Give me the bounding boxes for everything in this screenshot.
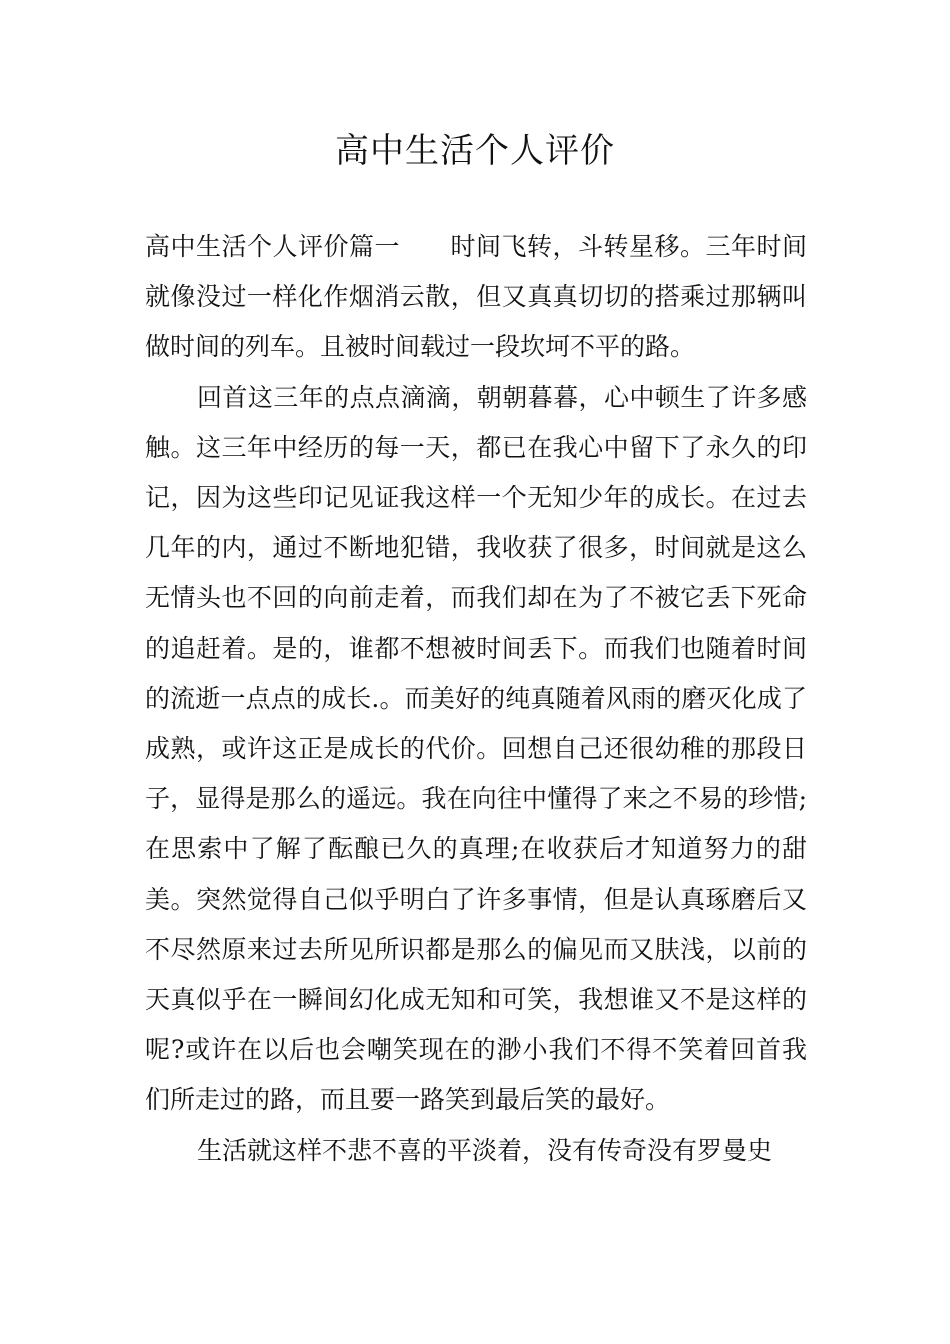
paragraph-3: 生活就这样不悲不喜的平淡着，没有传奇没有罗曼史	[197, 1135, 773, 1165]
paragraph-1-text: 时间飞转，斗转星移。三年时间就像没过一样化作烟消云散，但又真真切切的搭乘过那辆叫做时间的列车。且被时间载过一段坎坷不平的路。	[145, 232, 807, 362]
document-body	[145, 222, 807, 1176]
paragraph-1	[145, 222, 807, 373]
section-heading: 高中生活个人评价篇一	[145, 232, 400, 261]
document-title: 高中生活个人评价	[335, 131, 615, 171]
paragraph-2: 回首这三年的点点滴滴，朝朝暮暮，心中顿生了许多感触。这三年中经历的每一天，都已在我心中留下了永久的印记，因为这些印记见证我这样一个无知少年的成长。在过去几年的内，通过不断地犯错，我收获了很多，时间就是这么无情头也不回的向前走着，而我们却在为了不被它丢下死命的追赶着。是的，谁都不想被时间丢下。而我们也随着时间的流逝一点点的成长.。而美好的纯真随着风雨的磨灭化成了成熟，或许这正是成长的代价。回想自己还很幼稚的那段日子，显得是那么的遥远。我在向往中懂得了来之不易的珍惜;在思索中了解了酝酿已久的真理;在收获后才知道努力的甜美。突然觉得自己似乎明白了许多事情，但是认真琢磨后又不尽然原来过去所见所识都是那么的偏见而又肤浅，以前的天真似乎在一瞬间幻化成无知和可笑，我想谁又不是这样的呢?或许在以后也会嘲笑现在的渺小我们不得不笑着回首我们所走过的路，而且要一路笑到最后笑的最好。	[145, 382, 807, 1115]
